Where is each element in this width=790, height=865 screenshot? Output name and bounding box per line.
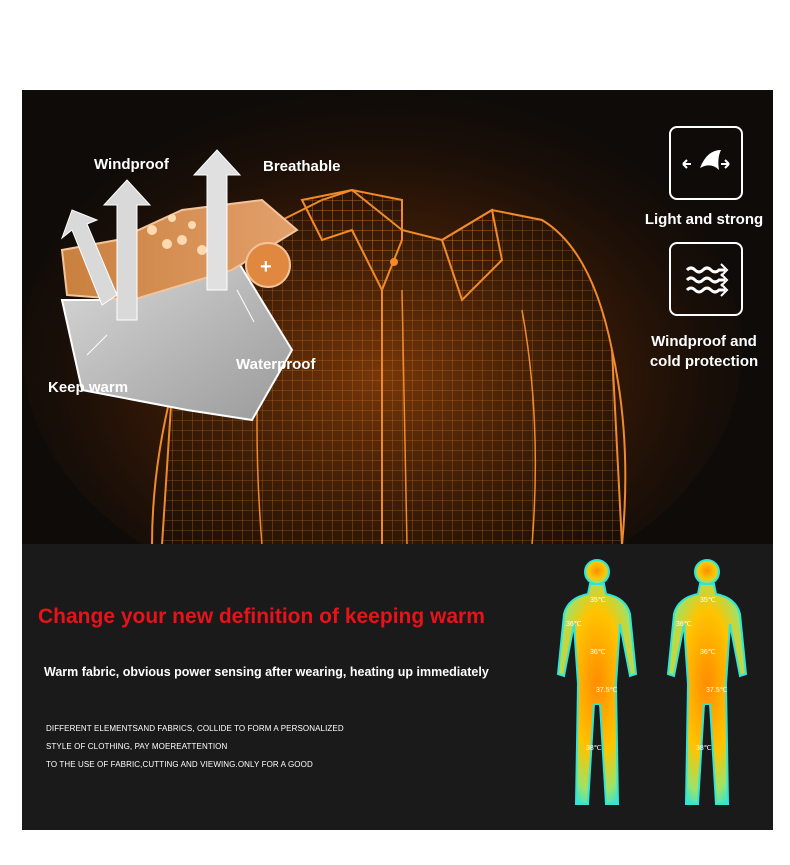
callout-breathable: Breathable: [263, 158, 341, 175]
temp-label-38: 38℃: [586, 745, 602, 752]
feature-label-windproof-cold: [634, 332, 773, 372]
headline: Change your new definition of keeping warm: [38, 605, 485, 628]
paragraph-line-3: TO THE USE OF FABRIC,CUTTING AND VIEWING.ONLY FOR A GOOD: [46, 760, 313, 769]
temp-label-35-right: 35℃: [700, 597, 716, 604]
temp-label-36b: 36℃: [590, 649, 606, 656]
paragraph-line-2: STYLE OF CLOTHING, PAY MOEREATTENTION: [46, 742, 228, 751]
callout-windproof: Windproof: [94, 156, 169, 173]
temp-label-38-right: 38℃: [696, 745, 712, 752]
callout-keep-warm: Keep warm: [48, 379, 129, 396]
thermal-panel: [22, 544, 773, 830]
temp-label-36: 36℃: [566, 621, 582, 628]
feature-label-light-strong: Light and strong: [644, 211, 764, 228]
hero-panel: [22, 90, 773, 545]
feature-label-line2: cold protection: [649, 353, 759, 370]
temp-label-36-right: 36℃: [676, 621, 692, 628]
feature-label-line1: Windproof and: [651, 333, 757, 350]
temp-label-35: 35℃: [590, 597, 606, 604]
subline: Warm fabric, obvious power sensing after wearing, heating up immediately: [44, 665, 489, 679]
thermal-figures: [552, 554, 762, 824]
shield-arrows-icon: [669, 126, 743, 200]
temp-label-36b-right: 36℃: [700, 649, 716, 656]
callout-waterproof: Waterproof: [236, 356, 316, 373]
wind-waves-icon: [669, 242, 743, 316]
plus-symbol: +: [260, 256, 272, 278]
temp-label-37-right: 37.5℃: [706, 687, 728, 694]
temp-label-37: 37.5℃: [596, 687, 618, 694]
paragraph-line-1: DIFFERENT ELEMENTSAND FABRICS, COLLIDE TO FORM A PERSONALIZED: [46, 724, 344, 733]
